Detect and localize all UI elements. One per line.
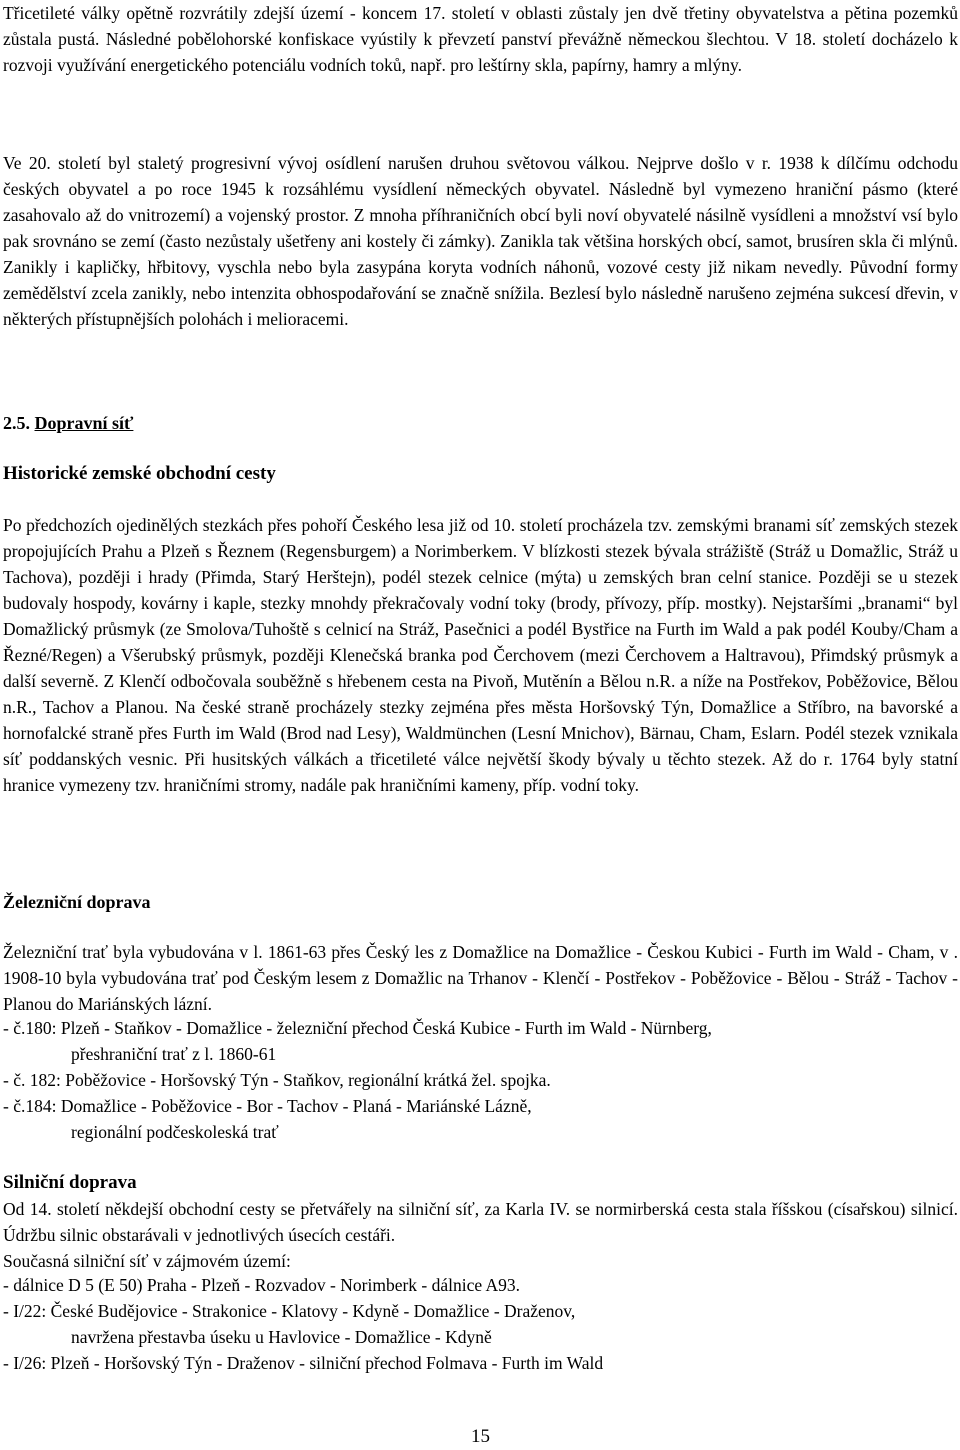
list-item-continuation: navržena přestavba úseku u Havlovice - Domažlice - Kdyně: [71, 1327, 492, 1347]
road-current-label: Současná silniční síť v zájmovém území:: [3, 1251, 291, 1271]
list-item: [3, 1093, 958, 1145]
heading-railway: Železniční doprava: [3, 892, 151, 912]
road-section: [3, 1196, 958, 1274]
paragraph-history-20c: Ve 20. století byl staletý progresivní vývoj osídlení narušen druhou světovou válkou. Nejprve došlo v r. 1938 k dílčímu odchodu českých obyvatel a po roce 1945 k rozsáhlému vysídlení německých obyvatel. Následně byl vymezeno hraniční pásmo (které zasahovalo až do vnitrozemí) a vojenský prostor. Z mnoha příhraničních obcí byli noví obyvatelé násilně vysídleni a množství vsí bylo pak srovnáno se zemí (často nezůstaly ušetřeny ani kostely či zámky). Zanikla tak většina horských obcí, samot, brusíren skla či mlýnů. Zanikly i kapličky, hřbitovy, vyschla nebo byla zasypána koryta vodních náhonů, vozové cesty již nikam nevedly. Původní formy zemědělství zcela zanikly, nebo intenzita obhospodařování se značně snížila. Bezlesí bylo následně narušeno zejména sukcesí dřevin, v některých přístupnějších polohách i melioracemi.: [3, 153, 958, 329]
list-item-continuation: přeshraniční trať z l. 1860-61: [71, 1044, 277, 1064]
page-number: 15: [471, 1426, 490, 1447]
paragraph-historic-routes: Po předchozích ojedinělých stezkách přes pohoří Českého lesa již od 10. století procházela tzv. zemskými branami síť zemských stezek propojujících Prahu a Plzeň s Řeznem (Regensburgem) a Norimberkem. V blízkosti stezek bývala strážiště (Stráž u Domažlic, Stráž u Tachova), později i hrady (Přimda, Starý Herštejn), podél stezek celnice (mýta) u zemských bran celní stanice. Později se u stezek budovaly hospody, kovárny i kaple, stezky mnohdy překračovaly vodní toky (brody, přívozy, příp. mostky). Nejstaršími „branami“ byl Domažlický průsmyk (ze Smolova/Tuhoště s celnicí na Stráž, Pasečnici a podél Bystřice na Furth im Wald a pak podél Kouby/Cham a Řezné/Regen) a Všerubský průsmyk, později Klenečská branka pod Čerchovem (mezi Čerchovem a Haltravou), Přimdský průsmyk a další severně. Z Klenčí odbočovala souběžně s hřebenem cesta na Pivoň, Mutěnín a Bělou n.R. a níže na Postřekov, Poběžovice, Bělou n.R., Tachov a Planou. Na české straně procházely stezky zejména přes města Horšovský Týn, Domažlice a Stříbro, na bavorské a hornofalcké straně přes Furth im Wald (Brod nad Lesy), Waldmünchen (Lesní Mnichov), Bärnau, Cham, Eslarn. Podél stezek vznikala síť poddanských vesnic. Při husitských válkách a třicetileté válce největší škody bývaly u těchto stezek. Až do r. 1764 byly statní hranice vymezeny tzv. hraničními stromy, nadále pak hraničními kameny, příp. vodní toky.: [3, 515, 958, 795]
list-item-line: - I/26: Plzeň - Horšovský Týn - Draženov - silniční přechod Folmava - Furth im Wald: [3, 1353, 604, 1373]
list-item-line: - č. 182: Poběžovice - Horšovský Týn - Staňkov, regionální krátká žel. spojka.: [3, 1070, 551, 1090]
list-item: [3, 1298, 958, 1350]
paragraph-road: Od 14. století někdejší obchodní cesty se přetvářely na silniční síť, za Karla IV. se normirberská cesta stala říšskou (císařskou) silnicí. Údržbu silnic obstarávali v jednotlivých úsecích cestáři.: [3, 1199, 958, 1245]
list-item: [3, 1272, 958, 1298]
list-item-continuation: regionální podčeskoleská trať: [71, 1122, 279, 1142]
paragraph-history-17-18c: Třicetileté války opětně rozvrátily zdejší území - koncem 17. století v oblasti zůstaly jen dvě třetiny obyvatelstva a pětina pozemků zůstala pustá. Následné pobělohorské konfiskace vyústily k převzetí panství převážně německou šlechtou. V 18. století docházelo k rozvoji využívání energetického potenciálu vodních toků, např. pro leštírny skla, papírny, hamry a mlýny.: [3, 3, 958, 75]
list-item: [3, 1350, 958, 1376]
list-item: [3, 1015, 958, 1067]
list-item-line: - I/22: České Budějovice - Strakonice - Klatovy - Kdyně - Domažlice - Draženov,: [3, 1301, 576, 1321]
paragraph-railway: Železniční trať byla vybudována v l. 1861-63 přes Český les z Domažlice na Domažlice - Českou Kubici - Furth im Wald - Cham, v . 1908-10 byla vybudována trať pod Českým lesem z Domažlic na Trhanov - Klenčí - Postřekov - Poběžovice - Bělou - Stráž - Tachov - Planou do Mariánských lázní.: [3, 942, 958, 1014]
list-item-line: - č.184: Domažlice - Poběžovice - Bor - Tachov - Planá - Mariánské Lázně,: [3, 1096, 532, 1116]
road-list: [3, 1272, 958, 1376]
list-item-line: - dálnice D 5 (E 50) Praha - Plzeň - Rozvadov - Norimberk - dálnice A93.: [3, 1275, 521, 1295]
railway-list: [3, 1015, 958, 1145]
section-number: 2.5.: [3, 413, 30, 433]
list-item-line: - č.180: Plzeň - Staňkov - Domažlice - železniční přechod Česká Kubice - Furth im Wald - Nürnberg,: [3, 1018, 712, 1038]
heading-historic-routes: Historické zemské obchodní cesty: [3, 463, 276, 484]
heading-road: Silniční doprava: [3, 1172, 137, 1193]
section-heading: [3, 410, 133, 436]
list-item: [3, 1067, 958, 1093]
section-title: Dopravní síť: [34, 413, 134, 433]
